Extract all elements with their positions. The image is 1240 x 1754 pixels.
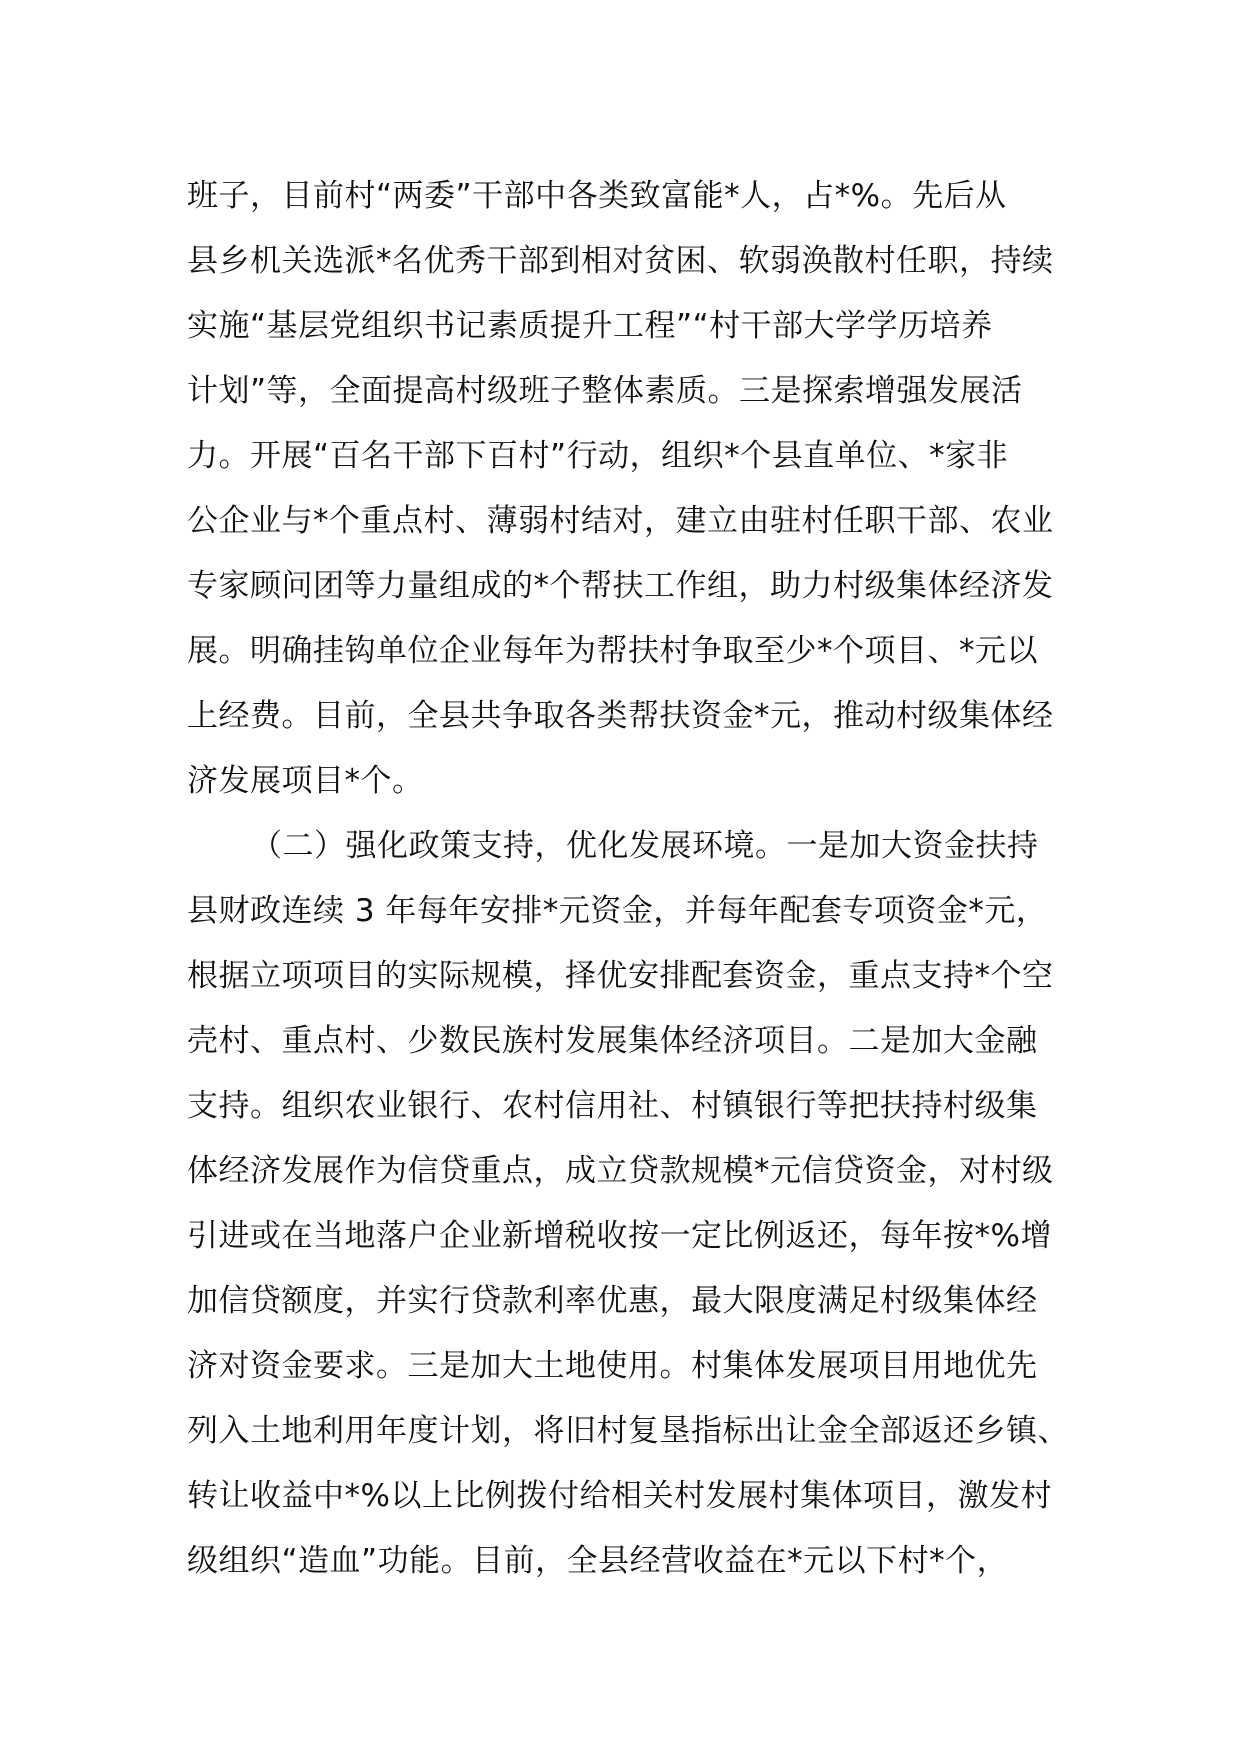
text-line: 转让收益中*%以上比例拨付给相关村发展村集体项目，激发村	[187, 1478, 1052, 1514]
text-line: 根据立项项目的实际规模，择优安排配套资金，重点支持*个空	[187, 958, 1054, 994]
text-line: 县乡机关选派*名优秀干部到相对贫困、软弱涣散村任职，持续	[187, 243, 1054, 279]
text-line: 力。开展“百名干部下百村”行动，组织*个县直单位、*家非	[187, 438, 1009, 474]
text-line: 加信贷额度，并实行贷款利率优惠，最大限度满足村级集体经	[187, 1283, 1038, 1319]
text-line: 上经费。目前，全县共争取各类帮扶资金*元，推动村级集体经	[187, 698, 1054, 734]
text-line: 实施“基层党组织书记素质提升工程”“村干部大学学历培养	[187, 308, 993, 344]
text-line: 公企业与*个重点村、薄弱村结对，建立由驻村任职干部、农业	[187, 503, 1054, 539]
text-line: 支持。组织农业银行、农村信用社、村镇银行等把扶持村级集	[187, 1088, 1038, 1124]
text-line: 济发展项目*个。	[187, 763, 424, 799]
text-line: 班子，目前村“两委”干部中各类致富能*人，占*%。先后从	[187, 178, 1007, 214]
section-heading-line: （二）强化政策支持，优化发展环境。一是加大资金扶持	[251, 828, 1039, 864]
text-line: 引进或在当地落户企业新增税收按一定比例返还，每年按*%增	[187, 1218, 1052, 1254]
text-line: 济对资金要求。三是加大土地使用。村集体发展项目用地优先	[187, 1348, 1038, 1384]
text-line: 级组织“造血”功能。目前，全县经营收益在*元以下村*个，	[187, 1543, 1009, 1579]
text-line: 列入土地利用年度计划，将旧村复垦指标出让金全部返还乡镇、	[187, 1413, 1069, 1449]
text-line: 体经济发展作为信贷重点，成立贷款规模*元信贷资金，对村级	[187, 1153, 1054, 1189]
text-line: 壳村、重点村、少数民族村发展集体经济项目。二是加大金融	[187, 1023, 1038, 1059]
text-line: 县财政连续 3 年每年安排*元资金，并每年配套专项资金*元，	[187, 893, 1048, 929]
text-line: 专家顾问团等力量组成的*个帮扶工作组，助力村级集体经济发	[187, 568, 1054, 604]
body-text	[187, 164, 1067, 1594]
text-line: 计划”等，全面提高村级班子整体素质。三是探索增强发展活	[187, 373, 1023, 409]
text-line: 展。明确挂钩单位企业每年为帮扶村争取至少*个项目、*元以	[187, 633, 1038, 669]
